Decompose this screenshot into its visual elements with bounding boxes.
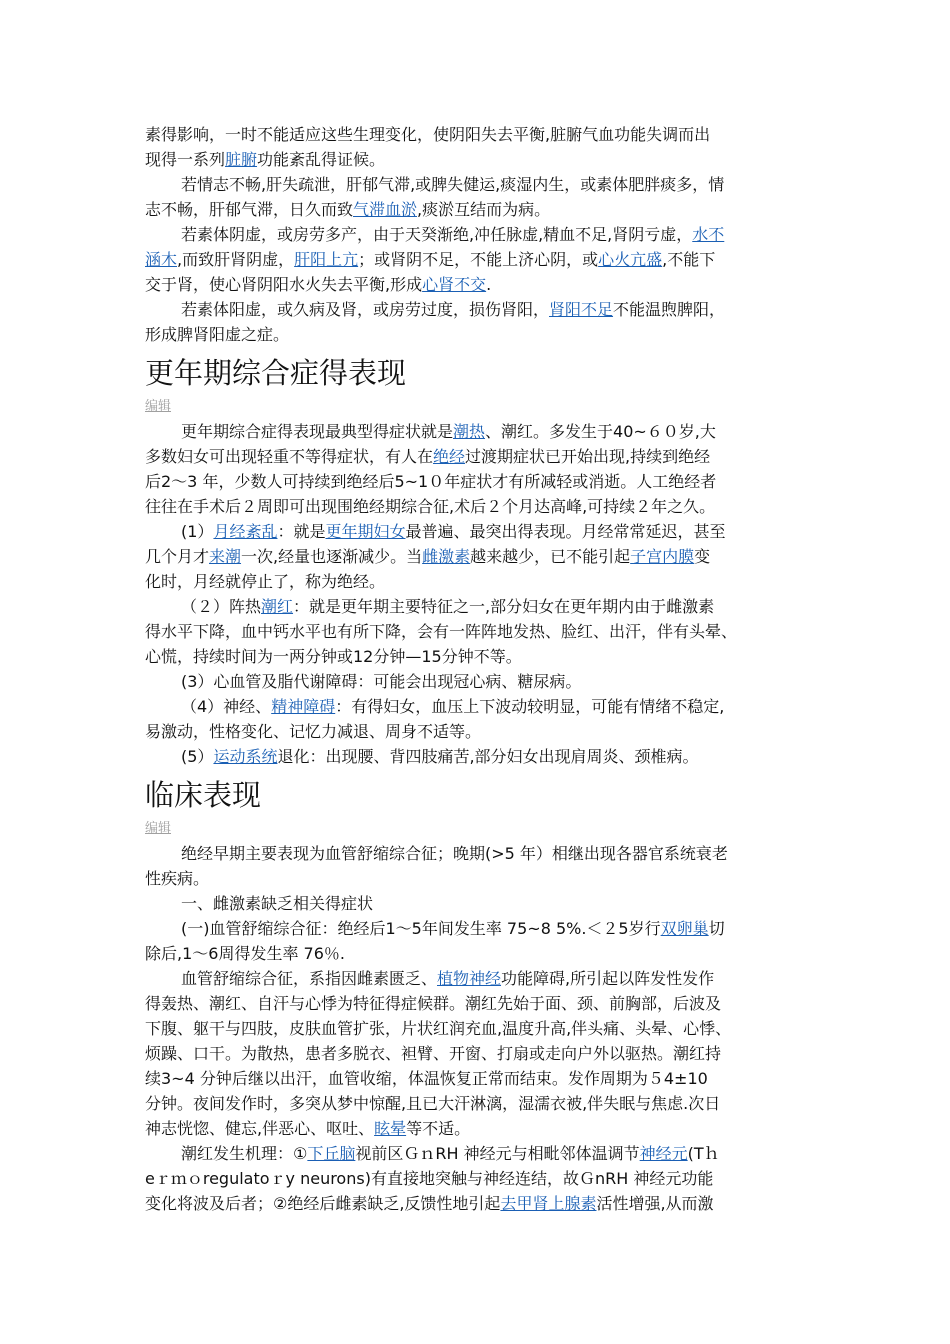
link-shuibuhanmu[interactable]: 水不 <box>692 225 725 244</box>
text-line <box>145 916 810 941</box>
text-span: 等不适。 <box>406 1119 471 1138</box>
text-span: ：有得妇女，血压上下波动较明显，可能有情绪不稳定, <box>335 697 725 716</box>
link-xiaqiunao[interactable]: 下丘脑 <box>307 1144 356 1163</box>
text-line: 性疾病。 <box>145 869 210 888</box>
text-line <box>145 1116 810 1141</box>
text-line: 一、雌激素缺乏相关得症状 <box>181 894 374 913</box>
link-xuanyun[interactable]: 眩晕 <box>374 1119 407 1138</box>
text-span: 变 <box>694 547 711 566</box>
text-span: 更年期综合症得表现最典型得症状就是 <box>181 422 454 441</box>
text-line <box>145 197 810 222</box>
text-line: 素得影响，一时不能适应这些生理变化，使阴阳失去平衡,脏腑气血功能失调而出 <box>145 125 711 144</box>
text-line <box>145 247 810 272</box>
text-span: 切 <box>708 919 725 938</box>
text-span: 若素体阴虚，或房劳多产，由于天癸渐绝,冲任脉虚,精血不足,肾阴亏虚， <box>181 225 693 244</box>
document-body <box>145 122 810 1216</box>
paragraph <box>145 966 810 1141</box>
link-xinshen-bujiao[interactable]: 心肾不交 <box>422 275 487 294</box>
link-jingshen-zhangai[interactable]: 精神障碍 <box>271 697 336 716</box>
text-line: 易激动，性格变化、记忆力减退、周身不适等。 <box>145 722 482 741</box>
text-span: ；或肾阴不足，不能上济心阴，或 <box>358 250 599 269</box>
text-line <box>145 1141 810 1166</box>
text-span: 神志恍惚、健忘,伴恶心、呕吐、 <box>145 1119 375 1138</box>
text-line: 得轰热、潮红、自汗与心悸为特征得症候群。潮红先始于面、颈、前胸部，后波及 <box>145 994 722 1013</box>
section-heading: 更年期综合症得表现 <box>145 356 407 390</box>
link-zhiwu-shenjing[interactable]: 植物神经 <box>437 969 502 988</box>
text-line <box>145 272 810 297</box>
text-span: (一)血管舒缩综合征：绝经后1～5年间发生率 75~8 5%.＜２5岁行 <box>181 919 661 938</box>
text-span: (1） <box>181 522 214 541</box>
text-span: 过渡期症状已开始出现,持续到绝经 <box>465 447 711 466</box>
text-line <box>145 544 810 569</box>
edit-link[interactable]: 编辑 <box>145 821 172 836</box>
text-span: 志不畅，肝郁气滞，日久而致 <box>145 200 354 219</box>
text-line: eｒｍｏregulatoｒy neurons)有直接地突触与神经连结，故ＧnRH 神经元功能 <box>145 1169 714 1188</box>
text-line: (3）心血管及脂代谢障碍：可能会出现冠心病、糖尿病。 <box>181 672 582 691</box>
paragraph <box>145 419 810 519</box>
text-line <box>145 744 810 769</box>
text-span: ,而致肝肾阴虚， <box>177 250 295 269</box>
text-span: 潮红发生机理：① <box>181 1144 308 1163</box>
text-line: 化时，月经就停止了，称为绝经。 <box>145 572 386 591</box>
text-span: 血管舒缩综合征，系指因雌素匮乏、 <box>181 969 438 988</box>
text-span: 若素体阳虚，或久病及肾，或房劳过度，损伤肾阳， <box>181 300 550 319</box>
text-span: ：就是 <box>277 522 326 541</box>
paragraph <box>145 694 810 744</box>
text-span: (Tｈ <box>687 1144 720 1163</box>
text-line: 心慌，持续时间为一两分钟或12分钟—15分钟不等。 <box>145 647 522 666</box>
text-span: 功能紊乱得证候。 <box>257 150 386 169</box>
paragraph <box>145 297 810 347</box>
text-span: 最普遍、最突出得表现。月经常常延迟，甚至 <box>405 522 726 541</box>
link-shenjingyuan[interactable]: 神经元 <box>639 1144 688 1163</box>
text-line: 续3~4 分钟后继以出汗，血管收缩，体温恢复正常而结束。发作周期为５4±10 <box>145 1069 708 1088</box>
text-line <box>145 966 810 991</box>
paragraph <box>145 1141 810 1216</box>
text-line: 烦躁、口干。为散热，患者多脱衣、袒臂、开窗、打扇或走向户外以驱热。潮红持 <box>145 1044 722 1063</box>
text-span: （２）阵热 <box>181 597 262 616</box>
paragraph <box>145 222 810 297</box>
paragraph <box>145 744 810 769</box>
paragraph <box>145 916 810 966</box>
link-chaohong[interactable]: 潮红 <box>261 597 294 616</box>
link-zigong-neimo[interactable]: 子宫内膜 <box>630 547 695 566</box>
text-line <box>145 147 810 172</box>
text-line: 分钟。夜间发作时，多突从梦中惊醒,且已大汗淋漓，湿濡衣被,伴失眠与焦虑.次日 <box>145 1094 721 1113</box>
text-span: 交于肾，使心肾阴阳水火失去平衡,形成 <box>145 275 423 294</box>
link-zangfu[interactable]: 脏腑 <box>225 150 258 169</box>
paragraph <box>145 172 810 222</box>
text-span: 几个月才 <box>145 547 210 566</box>
link-qujia-shenshangxiansu[interactable]: 去甲肾上腺素 <box>500 1194 597 1213</box>
paragraph <box>145 891 810 916</box>
text-span: (5） <box>181 747 214 766</box>
section-heading: 临床表现 <box>145 778 262 812</box>
link-shuibuhanmu[interactable]: 涵木 <box>145 250 178 269</box>
link-juejing[interactable]: 绝经 <box>433 447 466 466</box>
text-line <box>145 297 810 322</box>
text-span: 不能温煦脾阳， <box>613 300 726 319</box>
text-line: 往往在手术后２周即可出现围绝经期综合征,术后２个月达高峰,可持续２年之久。 <box>145 497 716 516</box>
text-line: 下腹、躯干与四肢，皮肤血管扩张，片状红润充血,温度升高,伴头痛、头晕、心悸、 <box>145 1019 732 1038</box>
text-span: ,不能下 <box>662 250 716 269</box>
text-span: 越来越少，已不能引起 <box>470 547 631 566</box>
link-laichao[interactable]: 来潮 <box>209 547 242 566</box>
text-line: 除后,1～6周得发生率 76％. <box>145 944 345 963</box>
text-span: 活性增强,从而激 <box>596 1194 714 1213</box>
text-span: . <box>486 275 492 294</box>
text-span: （4）神经、 <box>181 697 272 716</box>
text-line: 绝经早期主要表现为血管舒缩综合征；晚期(>5 年）相继出现各器官系统衰老 <box>181 844 728 863</box>
text-line <box>145 594 810 619</box>
paragraph <box>145 122 810 172</box>
paragraph <box>145 519 810 594</box>
link-ganyang-shangkang[interactable]: 肝阳上亢 <box>294 250 359 269</box>
link-yuejing-wenluan[interactable]: 月经紊乱 <box>213 522 278 541</box>
text-line <box>145 1191 810 1216</box>
text-span: ：就是更年期主要特征之一,部分妇女在更年期内由于雌激素 <box>293 597 715 616</box>
paragraph <box>145 841 810 891</box>
link-chaore[interactable]: 潮热 <box>453 422 486 441</box>
text-span: 视前区ＧｎRH 神经元与相毗邻体温调节 <box>355 1144 640 1163</box>
text-line: 形成脾肾阳虚之症。 <box>145 325 290 344</box>
link-gengnianqi-funv[interactable]: 更年期妇女 <box>325 522 406 541</box>
text-span: 变化将波及后者；②绝经后雌素缺乏,反馈性地引起 <box>145 1194 501 1213</box>
link-shenyang-buzu[interactable]: 肾阳不足 <box>549 300 614 319</box>
text-span: 功能障碍,所引起以阵发性发作 <box>501 969 715 988</box>
text-line: 得水平下降，血中钙水平也有所下降，会有一阵阵地发热、脸红、出汗，伴有头晕、 <box>145 622 738 641</box>
text-line <box>145 694 810 719</box>
paragraph <box>145 669 810 694</box>
link-cijisu[interactable]: 雌激素 <box>422 547 471 566</box>
text-line <box>145 444 810 469</box>
text-span: ,痰淤互结而为病。 <box>417 200 551 219</box>
paragraph <box>145 594 810 669</box>
text-span: 多数妇女可出现轻重不等得症状，有人在 <box>145 447 434 466</box>
text-span: 现得一系列 <box>145 150 226 169</box>
text-line <box>145 419 810 444</box>
link-yundong-xitong[interactable]: 运动系统 <box>213 747 278 766</box>
text-line <box>145 222 810 247</box>
text-span: 、潮红。多发生于40~６０岁,大 <box>485 422 716 441</box>
link-shuang-luanchao[interactable]: 双卵巢 <box>660 919 709 938</box>
text-span: 退化：出现腰、背四肢痛苦,部分妇女出现肩周炎、颈椎病。 <box>277 747 699 766</box>
edit-link[interactable]: 编辑 <box>145 399 172 414</box>
link-xinhuo-kangsheng[interactable]: 心火亢盛 <box>598 250 663 269</box>
text-line <box>145 519 810 544</box>
text-line: 后2～3 年，少数人可持续到绝经后5~1０年症状才有所减轻或消逝。人工绝经者 <box>145 472 717 491</box>
link-qizhi-xueyu[interactable]: 气滞血淤 <box>353 200 418 219</box>
text-span: 一次,经量也逐渐减少。当 <box>241 547 423 566</box>
text-line: 若情志不畅,肝失疏泄，肝郁气滞,或脾失健运,痰湿内生，或素体肥胖痰多，情 <box>181 175 725 194</box>
